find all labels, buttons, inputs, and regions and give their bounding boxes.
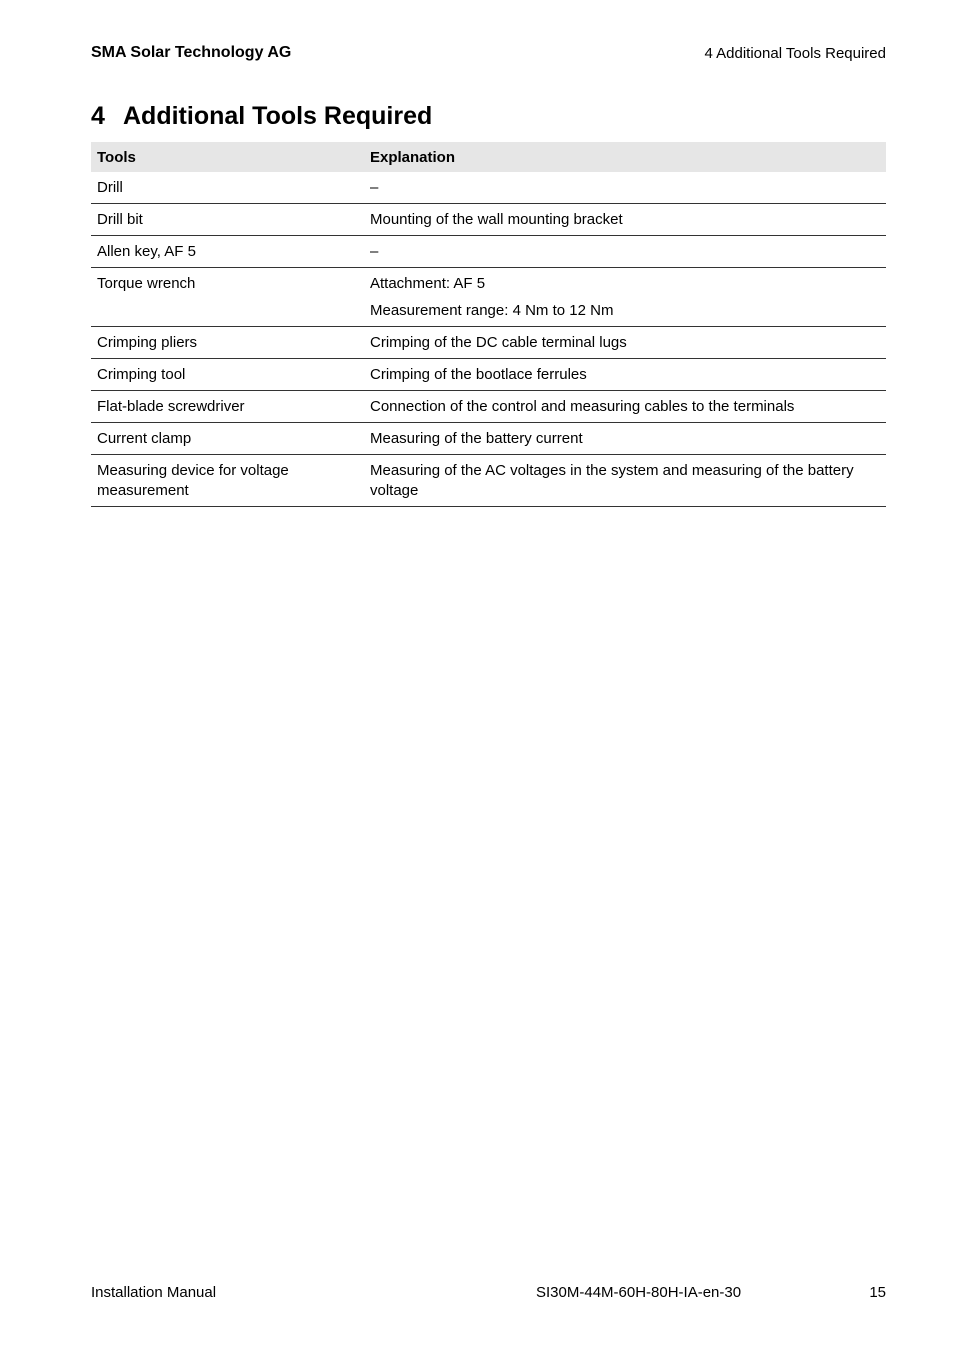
- table-row: [91, 172, 886, 204]
- table-header-row: [91, 142, 886, 172]
- footer-doc-code: SI30M-44M-60H-80H-IA-en-30: [536, 1284, 742, 1301]
- table-row: [91, 268, 886, 327]
- header-chapter: 4 Additional Tools Required: [704, 45, 886, 62]
- tool-name-cell: Allen key, AF 5: [91, 236, 364, 268]
- footer-doc-type: Installation Manual: [91, 1284, 217, 1301]
- explanation-cell: [364, 359, 886, 391]
- explanation-cell: [364, 455, 886, 507]
- section-number: 4: [91, 102, 105, 130]
- tool-name-cell: Measuring device for voltage measurement: [91, 455, 364, 507]
- explanation-line: Crimping of the bootlace ferrules: [370, 366, 587, 383]
- column-header-tools: Tools: [91, 142, 364, 172]
- explanation-cell: [364, 391, 886, 423]
- tool-name-cell: Flat-blade screwdriver: [91, 391, 364, 423]
- explanation-cell: [364, 236, 886, 268]
- explanation-cell: [364, 423, 886, 455]
- table-row: [91, 236, 886, 268]
- header-company: SMA Solar Technology AG: [91, 44, 292, 61]
- tool-name-cell: Current clamp: [91, 423, 364, 455]
- tool-name-cell: Crimping pliers: [91, 327, 364, 359]
- explanation-line: Attachment: AF 5: [370, 275, 486, 292]
- explanation-cell: [364, 172, 886, 204]
- section-title: Additional Tools Required: [123, 102, 433, 130]
- explanation-cell: [364, 204, 886, 236]
- page-number: 15: [869, 1284, 886, 1301]
- table-row: [91, 423, 886, 455]
- explanation-line: –: [370, 179, 379, 196]
- table-row: [91, 204, 886, 236]
- tool-name-cell: Torque wrench: [91, 268, 364, 327]
- explanation-line: Measuring of the battery current: [370, 430, 583, 447]
- section-heading: [91, 100, 432, 132]
- table-row: [91, 359, 886, 391]
- explanation-line: Measurement range: 4 Nm to 12 Nm: [370, 302, 614, 319]
- table-row: [91, 391, 886, 423]
- explanation-line: –: [370, 243, 379, 260]
- table-body: [91, 172, 886, 507]
- tool-name-cell: Drill: [91, 172, 364, 204]
- tool-name-cell: Crimping tool: [91, 359, 364, 391]
- explanation-cell: [364, 268, 886, 327]
- table-row: [91, 327, 886, 359]
- table-row: [91, 455, 886, 507]
- tool-name-cell: Drill bit: [91, 204, 364, 236]
- tools-table: [91, 142, 886, 507]
- explanation-cell: [364, 327, 886, 359]
- column-header-explanation: Explanation: [364, 142, 886, 172]
- explanation-line: Crimping of the DC cable terminal lugs: [370, 334, 627, 351]
- explanation-line: Measuring of the AC voltages in the system and measuring of the battery voltage: [370, 462, 854, 499]
- explanation-line: Connection of the control and measuring cables to the terminals: [370, 398, 795, 415]
- explanation-line: Mounting of the wall mounting bracket: [370, 211, 623, 228]
